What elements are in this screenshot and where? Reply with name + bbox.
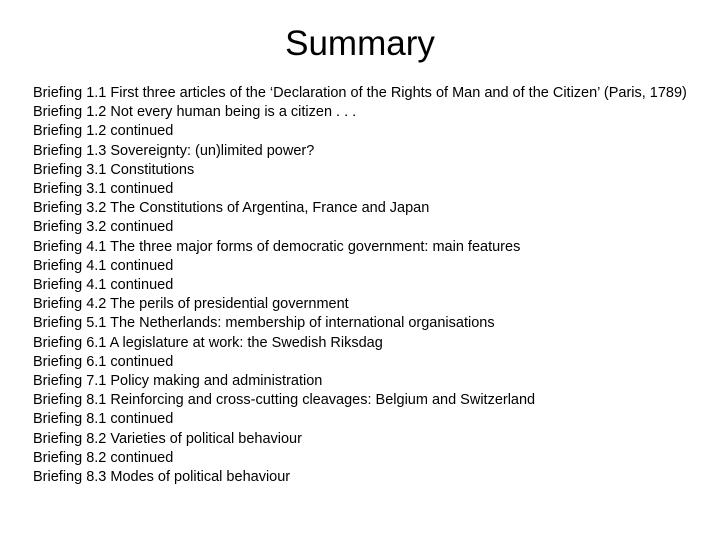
list-item: Briefing 6.1 continued <box>33 353 174 370</box>
list-item: Briefing 3.1 Constitutions <box>33 161 195 178</box>
list-item: Briefing 8.3 Modes of political behaviour <box>33 469 291 486</box>
list-item: Briefing 3.2 continued <box>33 219 174 236</box>
list-item: Briefing 1.2 Not every human being is a citizen . . . <box>33 104 357 121</box>
list-item: Briefing 4.1 The three major forms of democratic government: main features <box>33 238 521 255</box>
list-item: Briefing 8.2 Varieties of political behaviour <box>33 430 302 447</box>
list-item: Briefing 8.2 continued <box>33 449 174 466</box>
list-item: Briefing 3.2 The Constitutions of Argentina, France and Japan <box>33 200 430 217</box>
list-item: Briefing 8.1 continued <box>33 411 174 428</box>
briefing-list <box>33 84 705 487</box>
list-item: Briefing 1.3 Sovereignty: (un)limited power? <box>33 142 315 159</box>
list-item: Briefing 6.1 A legislature at work: the Swedish Riksdag <box>33 334 383 351</box>
list-item: Briefing 1.1 First three articles of the ‘Declaration of the Rights of Man and of the Citizen’ (Paris, 1789) <box>33 85 687 101</box>
slide-title: Summary <box>285 24 435 63</box>
list-item: Briefing 8.1 Reinforcing and cross-cutting cleavages: Belgium and Switzerland <box>33 392 536 409</box>
list-item: Briefing 4.1 continued <box>33 257 174 274</box>
list-item: Briefing 4.1 continued <box>33 277 174 294</box>
list-item: Briefing 5.1 The Netherlands: membership of international organisations <box>33 315 495 332</box>
list-item: Briefing 1.2 continued <box>33 123 174 140</box>
list-item: Briefing 3.1 continued <box>33 181 174 198</box>
list-item: Briefing 7.1 Policy making and administration <box>33 373 323 390</box>
list-item: Briefing 4.2 The perils of presidential government <box>33 296 349 313</box>
